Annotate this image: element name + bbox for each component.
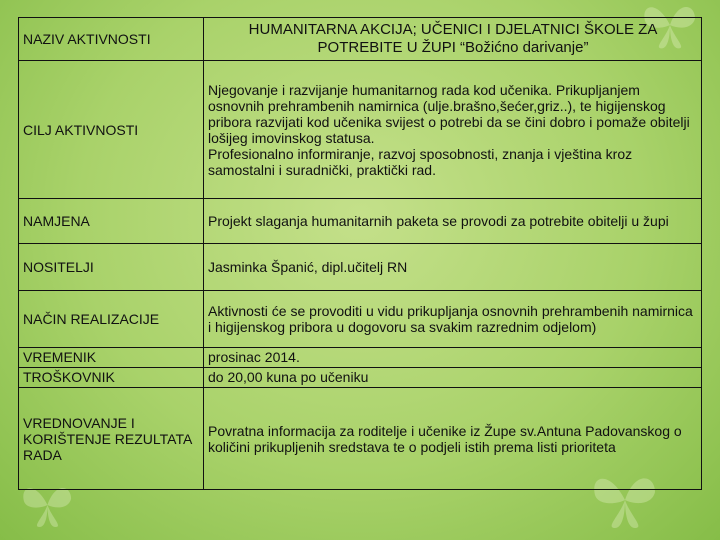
table-row [19,291,702,348]
row-value: Aktivnosti će se provoditi u vidu prikupljanja osnovnih prehrambenih namirnica i higijenskog pribora u dogovoru sa svakim razrednim odjelom) [204,291,702,348]
row-value: do 20,00 kuna po učeniku [204,367,702,387]
row-value: Njegovanje i razvijanje humanitarnog rada kod učenika. Prikupljanjem osnovnih prehrambenih namirnica (ulje.brašno,šećer,griz..), te higijenskog pribora razvijati kod učenika svijest o potrebi da se čini dobro i pomaže obitelji lošijeg imovinskog statusa. Profesionalno informiranje, razvoj sposobnosti, znanja i vještina kroz samostalni i suradnički, praktički rad. [204,60,702,199]
row-label: NOSITELJI [19,244,204,291]
row-value: HUMANITARNA AKCIJA; UČENICI I DJELATNICI ŠKOLE ZA POTREBITE U ŽUPI “Božićno darivanje” [204,18,702,61]
row-value: Povratna informacija za roditelje i učenike iz Župe sv.Antuna Padovanskog o količini prikupljenih sredstava te o podjeli istih prema listi prioriteta [204,388,702,490]
row-label: CILJ AKTIVNOSTI [19,60,204,199]
row-value: Projekt slaganja humanitarnih paketa se provodi za potrebite obitelji u župi [204,199,702,244]
activity-table [18,17,702,490]
table-row [19,199,702,244]
row-label: TROŠKOVNIK [19,367,204,387]
row-value: prosinac 2014. [204,348,702,367]
table-row [19,244,702,291]
row-label: NAČIN REALIZACIJE [19,291,204,348]
row-label: VREMENIK [19,348,204,367]
row-label: NAZIV AKTIVNOSTI [19,18,204,61]
table-row [19,348,702,367]
table-row [19,388,702,490]
row-value: Jasminka Španić, dipl.učitelj RN [204,244,702,291]
row-label: NAMJENA [19,199,204,244]
table-row [19,60,702,199]
row-label: VREDNOVANJE I KORIŠTENJE REZULTATA RADA [19,388,204,490]
table-row [19,18,702,61]
table-row [19,367,702,387]
